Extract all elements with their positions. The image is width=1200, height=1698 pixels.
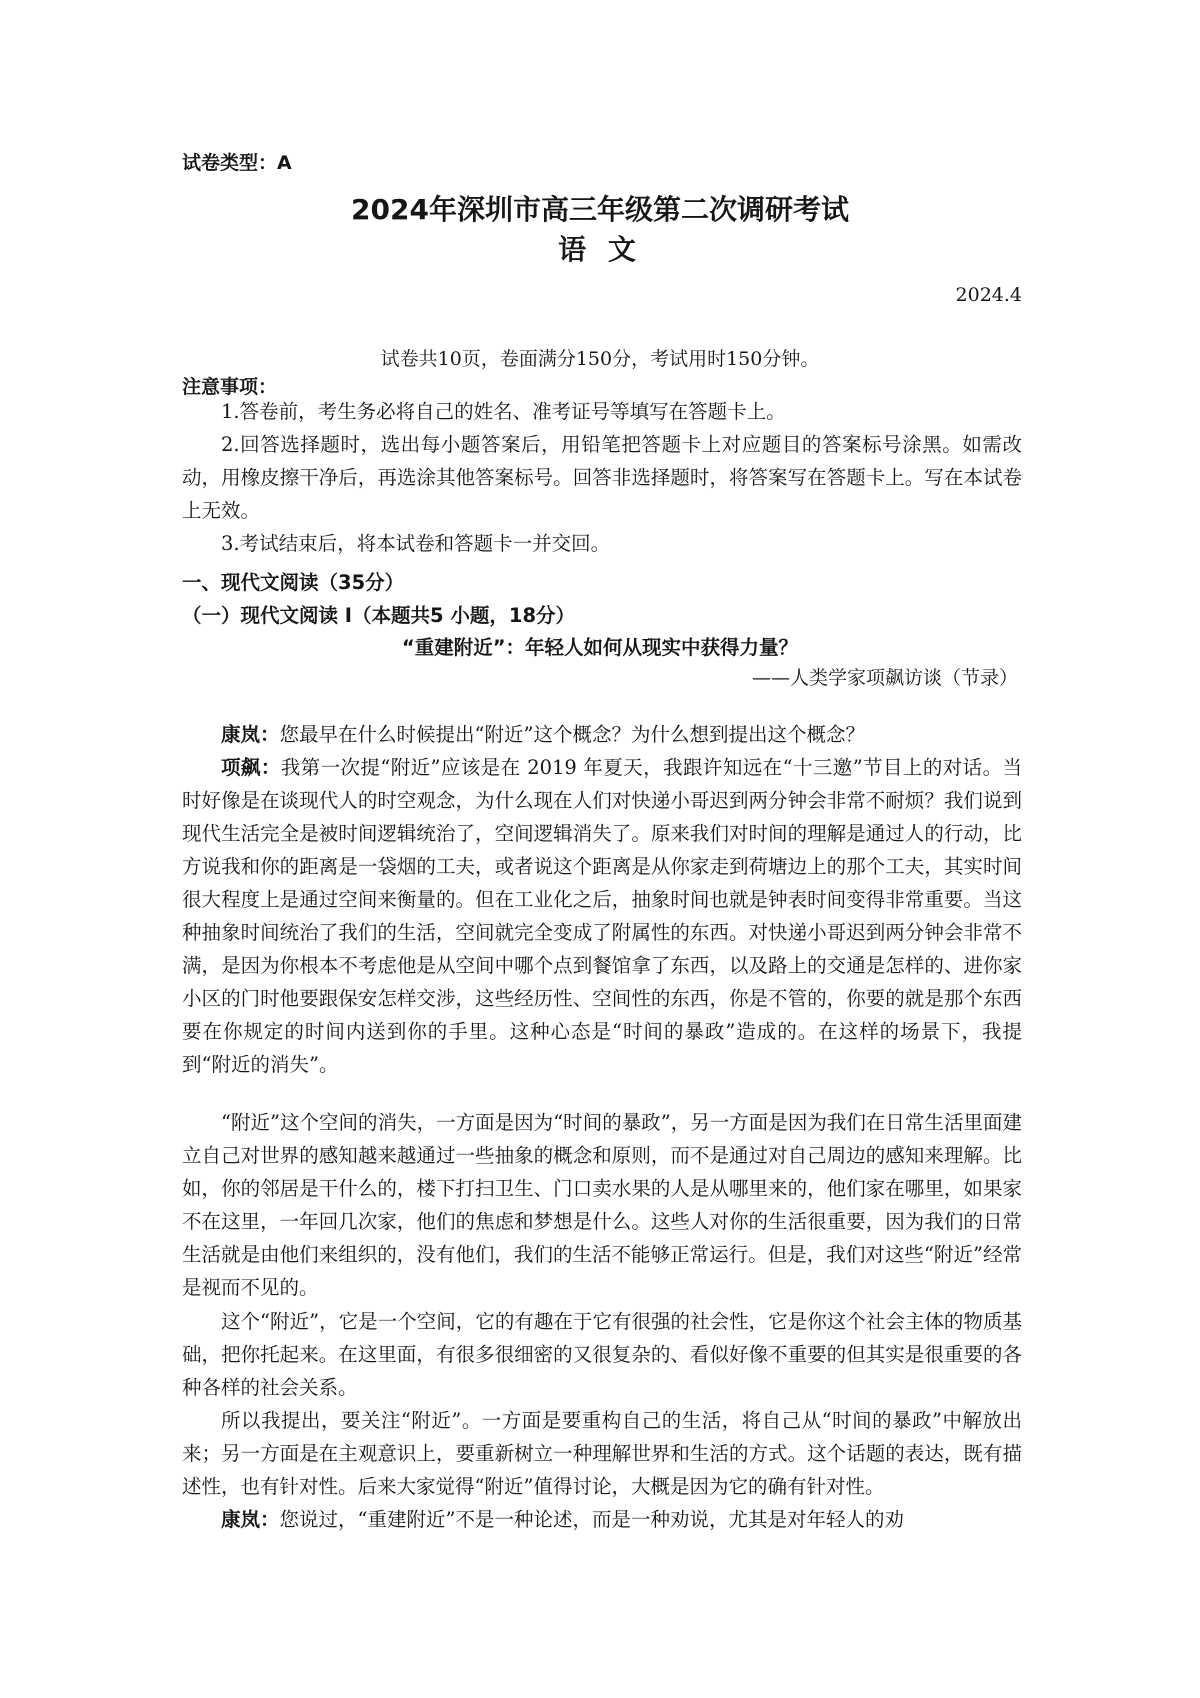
- note-item: 1.答卷前，考生务必将自己的姓名、准考证号等填写在答题卡上。: [221, 400, 786, 423]
- article-paragraph: “附近”这个空间的消失，一方面是因为“时间的暴政”，另一方面是因为我们在日常生活里面建立自己对世界的感知越来越通过一些抽象的概念和原则，而不是通过对自己周边的感知来理解。比如，你的邻居是干什么的，楼下打扫卫生、门口卖水果的人是从哪里来的，他们家在哪里，如果家不在这里，一年回几次家，他们的焦虑和梦想是什么。这些人对你的生活很重要，因为我们的日常生活就是由他们来组织的，没有他们，我们的生活不能够正常运行。但是，我们对这些“附近”经常是视而不见的。: [182, 1111, 1022, 1299]
- speaker-label: 康岚：: [221, 723, 280, 746]
- speaker-label: 康岚：: [221, 1508, 280, 1531]
- article-paragraph: [182, 1503, 1022, 1536]
- paper-info: 试卷共10页，卷面满分150分，考试用时150分钟。: [380, 348, 820, 370]
- paper-type-label: 试卷类型：A: [182, 152, 292, 174]
- paragraph-text: 我第一次提“附近”应该是在 2019 年夏天，我跟许知远在“十三邀”节目上的对话。当时好像是在谈现代人的时空观念，为什么现在人们对快递小哥迟到两分钟会非常不耐烦？我们说到现代生活完全是被时间逻辑统治了，空间逻辑消失了。原来我们对时间的理解是通过人的行动，比方说我和你的距离是一袋烟的工夫，或者说这个距离是从你家走到荷塘边上的那个工夫，其实时间很大程度上是通过空间来衡量的。但在工业化之后，抽象时间也就是钟表时间变得非常重要。当这种抽象时间统治了我们的生活，空间就完全变成了附属性的东西。对快递小哥迟到两分钟会非常不满，是因为你根本不考虑他是从空间中哪个点到餐馆拿了东西，以及路上的交通是怎样的、进你家小区的门时他要跟保安怎样交涉，这些经历性、空间性的东西，你是不管的，你要的就是那个东西要在你规定的时间内送到你的手里。这种心态是“时间的暴政”造成的。在这样的场景下，我提到“附近的消失”。: [182, 756, 1022, 1076]
- paragraph-text: 您最早在什么时候提出“附近”这个概念？为什么想到提出这个概念？: [279, 723, 865, 746]
- article-source: ——人类学家项飙访谈（节录）: [751, 667, 1018, 689]
- exam-title: 2024年深圳市高三年级第二次调研考试: [351, 193, 849, 226]
- section-title: 一、现代文阅读（35分）: [182, 571, 405, 594]
- article-paragraph: [182, 718, 1022, 751]
- article-title: “重建附近”：年轻人如何从现实中获得力量？: [401, 636, 799, 659]
- article-paragraph: 这个“附近”，它是一个空间，它的有趣在于它有很强的社会性，它是你这个社会主体的物质基础，把你托起来。在这里面，有很多很细密的又很复杂的、看似好像不重要的但其实是很重要的各种各样的社会关系。: [182, 1310, 1022, 1399]
- exam-date: 2024.4: [955, 284, 1022, 306]
- article-paragraph: 所以我提出，要关注“附近”。一方面是要重构自己的生活，将自己从“时间的暴政”中解放出来；另一方面是在主观意识上，要重新树立一种理解世界和生活的方式。这个话题的表达，既有描述性，也有针对性。后来大家觉得“附近”值得讨论，大概是因为它的确有针对性。: [182, 1409, 1022, 1498]
- part-title: （一）现代文阅读 I（本题共5 小题，18分）: [182, 604, 576, 627]
- subject-title: 语 文: [558, 233, 642, 266]
- paragraph-text: 您说过，“重建附近”不是一种论述，而是一种劝说，尤其是对年轻人的劝: [279, 1508, 904, 1531]
- notes-heading: 注意事项：: [182, 376, 278, 398]
- note-item: 2.回答选择题时，选出每小题答案后，用铅笔把答题卡上对应题目的答案标号涂黑。如需改动，用橡皮擦干净后，再选涂其他答案标号。回答非选择题时，将答案写在答题卡上。写在本试卷上无效。: [182, 433, 1022, 522]
- note-item: 3.考试结束后，将本试卷和答题卡一并交回。: [221, 532, 611, 555]
- article-paragraph: [182, 751, 1022, 1081]
- speaker-label: 项飙：: [221, 756, 281, 779]
